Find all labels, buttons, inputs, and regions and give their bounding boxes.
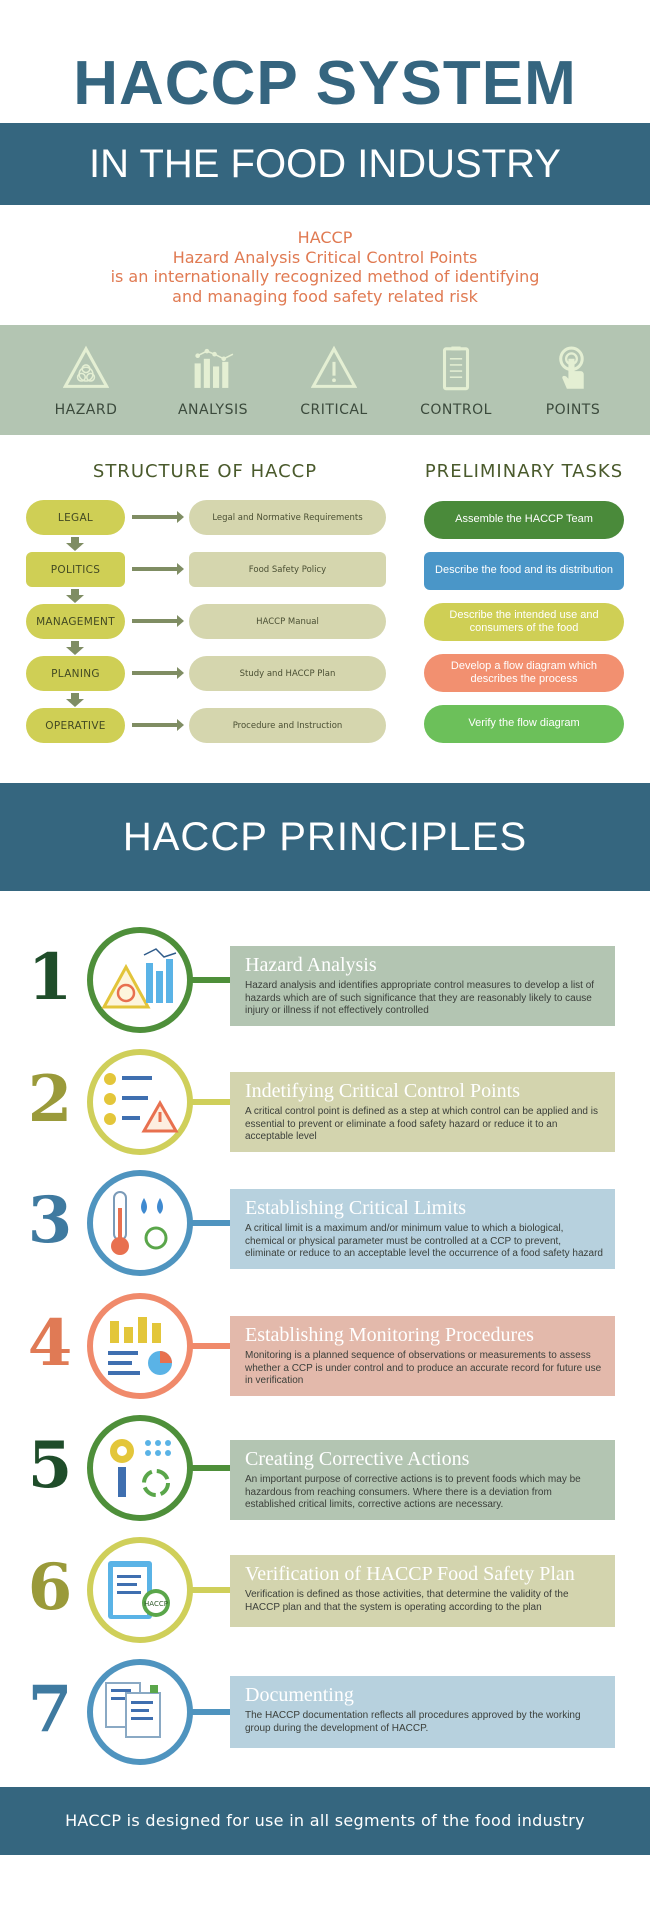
checklist-clipboard-icon bbox=[433, 345, 479, 391]
principle-text: Monitoring is a planned sequence of observations or measurements to assess whether a CCP is under control and to produce an accurate record for future use in verification bbox=[245, 1350, 602, 1386]
touch-pointer-icon bbox=[550, 345, 596, 391]
thermometer-drops-icon bbox=[100, 1188, 180, 1258]
down-arrow-icon bbox=[66, 537, 84, 551]
principle-number: 2 bbox=[27, 1062, 73, 1137]
principle-title: Verification of HACCP Food Safety Plan bbox=[245, 1563, 575, 1585]
subtitle: IN THE FOOD INDUSTRY bbox=[89, 142, 561, 186]
right-arrow-icon bbox=[132, 619, 180, 623]
principle-card bbox=[230, 1189, 615, 1269]
principle-number: 7 bbox=[27, 1672, 73, 1747]
principle-card bbox=[230, 1676, 615, 1748]
connector-line bbox=[190, 1709, 232, 1715]
intro-line: and managing food safety related risk bbox=[172, 286, 478, 306]
principle-text: A critical control point is defined as a step at which control can be applied and is essential to prevent or eliminate a food safety hazard or reduce it to an acceptable level bbox=[245, 1106, 598, 1142]
principle-card bbox=[230, 1440, 615, 1520]
keyword-label: CRITICAL bbox=[300, 402, 368, 418]
main-title: HACCP SYSTEM bbox=[73, 49, 577, 118]
level-management: MANAGEMENT bbox=[26, 604, 125, 639]
principle-title: Establishing Critical Limits bbox=[245, 1197, 467, 1219]
keyword-critical bbox=[279, 345, 389, 418]
intro-line: HACCP bbox=[297, 228, 353, 247]
level-legal: LEGAL bbox=[26, 500, 125, 535]
structure-item: Legal and Normative Requirements bbox=[189, 500, 386, 535]
principle-number: 5 bbox=[27, 1428, 73, 1503]
connector-line bbox=[190, 1220, 232, 1226]
principle-text: An important purpose of corrective actions is to prevent foods which may be hazardous from reaching consumers. Where there is a deviation from established critical limits, corrective actions are necessary. bbox=[245, 1474, 581, 1510]
structure-item: Food Safety Policy bbox=[189, 552, 386, 587]
principle-icon-circle bbox=[87, 1537, 193, 1643]
principle-icon-circle bbox=[87, 1049, 193, 1155]
connector-line bbox=[190, 1587, 232, 1593]
principle-number: 6 bbox=[27, 1550, 73, 1625]
keyword-label: ANALYSIS bbox=[177, 402, 249, 418]
footer-text: HACCP is designed for use in all segments of the food industry bbox=[65, 1811, 585, 1830]
haccp-badge-text: HACCP bbox=[144, 1600, 168, 1608]
principle-title: Indetifying Critical Control Points bbox=[245, 1080, 520, 1102]
principle-text: A critical limit is a maximum and/or minimum value to which a biological, chemical or physical parameter must be controlled at a CCP to prevent, eliminate or reduce to an acceptable level the occurrence of a food safety hazard bbox=[245, 1223, 603, 1259]
keyword-label: POINTS bbox=[545, 402, 601, 418]
task-intended-use: Describe the intended use and consumers of the food bbox=[424, 603, 624, 641]
task-describe-food: Describe the food and its distribution bbox=[424, 552, 624, 590]
principle-title: Hazard Analysis bbox=[245, 954, 377, 976]
structure-item: Study and HACCP Plan bbox=[189, 656, 386, 691]
down-arrow-icon bbox=[66, 641, 84, 655]
right-arrow-icon bbox=[132, 671, 180, 675]
warning-triangle-icon bbox=[311, 345, 357, 391]
task-assemble-team: Assemble the HACCP Team bbox=[424, 501, 624, 539]
principle-icon-circle bbox=[87, 1415, 193, 1521]
task-flow-diagram: Develop a flow diagram which describes the process bbox=[424, 654, 624, 692]
down-arrow-icon bbox=[66, 589, 84, 603]
connector-line bbox=[190, 1343, 232, 1349]
principle-number: 3 bbox=[27, 1183, 73, 1258]
level-politics: POLITICS bbox=[26, 552, 125, 587]
keyword-control bbox=[401, 345, 511, 418]
principle-card bbox=[230, 1555, 615, 1627]
principle-card bbox=[230, 1316, 615, 1396]
biohazard-triangle-icon bbox=[63, 345, 109, 391]
structure-item: Procedure and Instruction bbox=[189, 708, 386, 743]
principle-icon-circle bbox=[87, 1293, 193, 1399]
keyword-hazard bbox=[31, 345, 141, 418]
biohazard-chart-icon bbox=[100, 945, 180, 1015]
principle-card bbox=[230, 1072, 615, 1152]
keyword-label: HAZARD bbox=[54, 402, 118, 418]
clipboard-badge-icon bbox=[100, 1555, 180, 1625]
connector-line bbox=[190, 1465, 232, 1471]
principle-title: Establishing Monitoring Procedures bbox=[245, 1324, 534, 1346]
keyword-points bbox=[518, 345, 628, 418]
bar-pie-report-icon bbox=[100, 1311, 180, 1381]
checklist-warning-icon bbox=[100, 1067, 180, 1137]
principle-number: 1 bbox=[27, 940, 73, 1015]
principle-icon-circle bbox=[87, 1170, 193, 1276]
right-arrow-icon bbox=[132, 567, 180, 571]
principles-title: HACCP PRINCIPLES bbox=[122, 815, 528, 859]
bar-chart-icon bbox=[190, 345, 236, 391]
connector-line bbox=[190, 977, 232, 983]
preliminary-heading: PRELIMINARY TASKS bbox=[424, 461, 624, 482]
principle-icon-circle bbox=[87, 1659, 193, 1765]
principle-title: Documenting bbox=[245, 1684, 354, 1706]
principle-icon-circle bbox=[87, 927, 193, 1033]
level-planing: PLANING bbox=[26, 656, 125, 691]
keyword-label: CONTROL bbox=[420, 402, 492, 418]
intro-line: is an internationally recognized method of identifying bbox=[110, 267, 540, 286]
intro-text bbox=[0, 228, 650, 306]
right-arrow-icon bbox=[132, 515, 180, 519]
principle-card bbox=[230, 946, 615, 1026]
intro-line: Hazard Analysis Critical Control Points bbox=[172, 247, 478, 267]
documents-icon bbox=[100, 1677, 180, 1747]
principle-number: 4 bbox=[27, 1306, 73, 1381]
task-verify-flow: Verify the flow diagram bbox=[424, 705, 624, 743]
structure-item: HACCP Manual bbox=[189, 604, 386, 639]
gear-wrench-recycle-icon bbox=[100, 1433, 180, 1503]
principle-text: Hazard analysis and identifies appropriate control measures to develop a list of hazards which are of such significance that they are reasonably likely to cause injury or illness if not effectively controlled bbox=[245, 980, 595, 1016]
right-arrow-icon bbox=[132, 723, 180, 727]
structure-heading: STRUCTURE OF HACCP bbox=[92, 461, 318, 482]
connector-line bbox=[190, 1099, 232, 1105]
down-arrow-icon bbox=[66, 693, 84, 707]
principle-text: The HACCP documentation reflects all procedures approved by the working group during the development of HACCP. bbox=[245, 1710, 581, 1734]
principle-text: Verification is defined as those activities, that determine the validity of the HACCP plan and that the system is operating according to the plan bbox=[245, 1589, 569, 1613]
principle-title: Creating Corrective Actions bbox=[245, 1448, 470, 1470]
keyword-analysis bbox=[158, 345, 268, 418]
level-operative: OPERATIVE bbox=[26, 708, 125, 743]
